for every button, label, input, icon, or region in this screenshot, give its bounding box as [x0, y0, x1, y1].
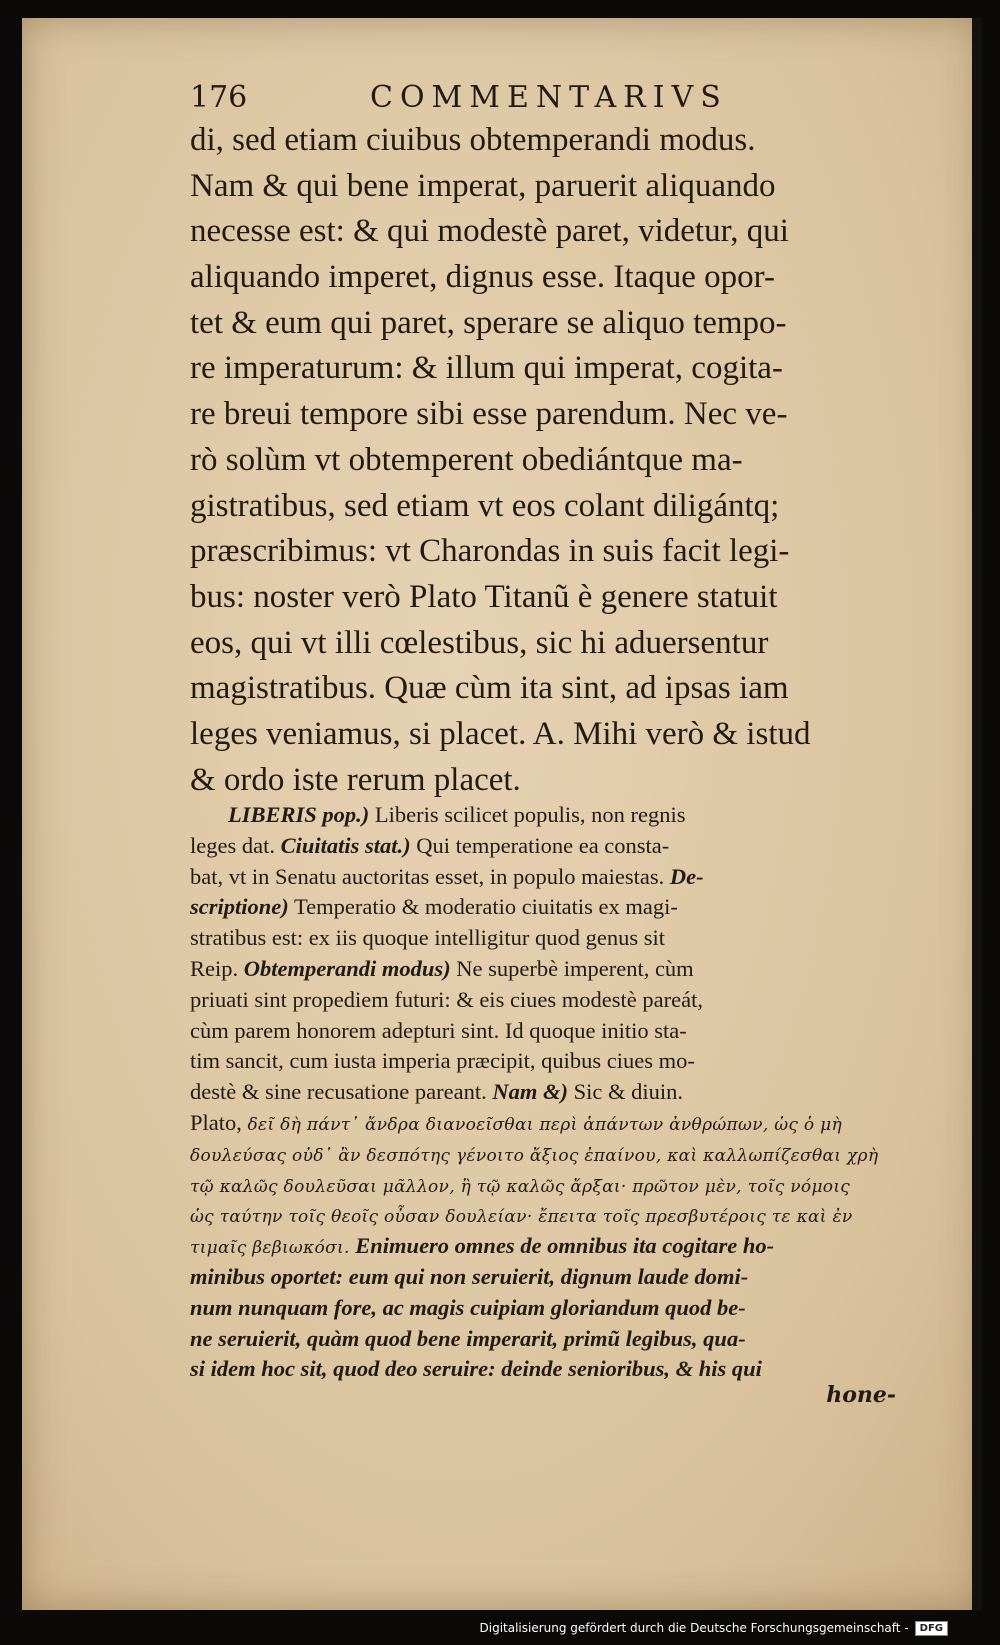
commentary-line — [190, 954, 930, 985]
lemma: De- — [669, 863, 704, 889]
commentary-line: tim sancit, cum iusta imperia præcipit, quibus ciues mo- — [190, 1048, 695, 1074]
commentary-line — [190, 1139, 930, 1170]
text-line: di, sed etiam ciuibus obtemperandi modus. — [190, 122, 756, 158]
running-head: COMMENTARIVS — [370, 80, 728, 115]
commentary-line — [190, 1108, 930, 1139]
greek-quote: τῷ καλῶς δουλεῦσαι μᾶλλον, ἢ τῷ καλῶς ἄρξαι· πρῶτον μὲν, τοῖς νόμοις — [190, 1176, 851, 1197]
latin-translation: Enimuero omnes de omnibus ita cogitare ho- — [349, 1233, 775, 1259]
lemma: LIBERIS pop.) — [228, 802, 370, 827]
text-line: tet & eum qui paret, sperare se aliquo tempo- — [190, 304, 787, 341]
text-line: aliquando imperet, dignus esse. Itaque opor- — [190, 259, 775, 296]
page-number: 176 — [190, 80, 248, 115]
commentary-text: Plato, — [190, 1109, 248, 1135]
commentary-line — [190, 800, 930, 831]
text-line: bus: noster verò Plato Titanũ è genere statuit — [190, 578, 778, 615]
lemma: Nam &) — [492, 1079, 569, 1105]
greek-quote: ὡς ταύτην τοῖς θεοῖς οὖσαν δουλείαν· ἔπειτα τοῖς πρεσβυτέροις τε καὶ ἐν — [190, 1207, 853, 1228]
commentary-text: Liberis scilicet populis, non regnis — [369, 802, 686, 827]
commentary-line — [190, 1231, 930, 1262]
commentary-line: cùm parem honorem adepturi sint. Id quoque initio sta- — [190, 1017, 687, 1043]
text-line: eos, qui vt illi cœlestibus, sic hi aduersentur — [190, 624, 769, 661]
commentary-text: Reip. — [190, 955, 244, 981]
catchword: hone- — [826, 1382, 896, 1408]
greek-quote: δουλεύσας οὐδ᾽ ἂν δεσπότης γένοιτο ἄξιος ἐπαίνου, καὶ καλλωπίζεσθαι χρὴ — [190, 1145, 879, 1166]
text-line: magistratibus. Quæ cùm ita sint, ad ipsas iam — [190, 670, 789, 707]
lemma: scriptione) — [190, 894, 289, 920]
text-line: necesse est: & qui modestè paret, videtur, qui — [190, 213, 789, 250]
digitization-footer — [480, 1617, 949, 1639]
main-text-block — [190, 118, 930, 803]
commentary-line — [190, 1077, 930, 1108]
commentary-line — [190, 1170, 930, 1201]
commentary-line — [190, 862, 930, 893]
commentary-line — [190, 892, 930, 923]
text-line: & ordo iste rerum placet. — [190, 761, 521, 798]
commentary-line — [190, 831, 930, 862]
commentary-block — [190, 800, 930, 1385]
commentary-line: priuati sint propediem futuri: & eis ciues modestè pareát, — [190, 986, 703, 1012]
text-line: rò solùm vt obtemperent obediántque ma- — [190, 441, 743, 478]
commentary-text: Temperatio & moderatio ciuitatis ex magi- — [288, 894, 678, 920]
commentary-line: si idem hoc sit, quod deo seruire: deinde senioribus, & his qui — [190, 1356, 762, 1382]
text-line: præscribimus: vt Charondas in suis facit legi- — [190, 533, 790, 570]
text-line: re breui tempore sibi esse parendum. Nec ve- — [190, 396, 788, 433]
text-line: gistratibus, sed etiam vt eos colant diligántq; — [190, 487, 780, 524]
commentary-text: Sic & diuin. — [568, 1079, 684, 1105]
commentary-line: stratibus est: ex iis quoque intelligitur quod genus sit — [190, 925, 665, 951]
dfg-logo: DFG — [915, 1621, 948, 1636]
commentary-text: Ne superbè imperent, cùm — [450, 955, 694, 981]
commentary-line: ne seruierit, quàm quod bene imperarit, primũ legibus, qua- — [190, 1325, 746, 1351]
commentary-text: destè & sine recusatione pareant. — [190, 1079, 493, 1105]
greek-quote: τιμαῖς βεβιωκόσι. — [190, 1238, 350, 1259]
lemma: Ciuitatis stat.) — [280, 832, 411, 858]
page-header — [190, 80, 810, 120]
greek-quote: δεῖ δὴ πάντ᾽ ἄνδρα διανοεῖσθαι περὶ ἁπάντων ἀνθρώπων, ὡς ὁ μὴ — [247, 1114, 842, 1135]
commentary-text: leges dat. — [190, 832, 281, 858]
page-gutter-shadow — [972, 18, 982, 1610]
footer-credit: Digitalisierung gefördert durch die Deutsche Forschungsgemeinschaft - — [479, 1621, 909, 1635]
commentary-line: num nunquam fore, ac magis cuipiam gloriandum quod be- — [190, 1294, 746, 1320]
text-line: Nam & qui bene imperat, paruerit aliquando — [190, 167, 776, 204]
text-line: re imperaturum: & illum qui imperat, cogita- — [190, 350, 783, 387]
lemma: Obtemperandi modus) — [243, 955, 451, 981]
commentary-text: Qui temperatione ea consta- — [410, 832, 670, 858]
text-line: leges veniamus, si placet. A. Mihi verò & istud — [190, 715, 811, 752]
commentary-text: bat, vt in Senatu auctoritas esset, in populo maiestas. — [190, 863, 670, 889]
commentary-line: minibus oportet: eum qui non seruierit, dignum laude domi- — [190, 1263, 749, 1289]
commentary-line — [190, 1200, 930, 1231]
